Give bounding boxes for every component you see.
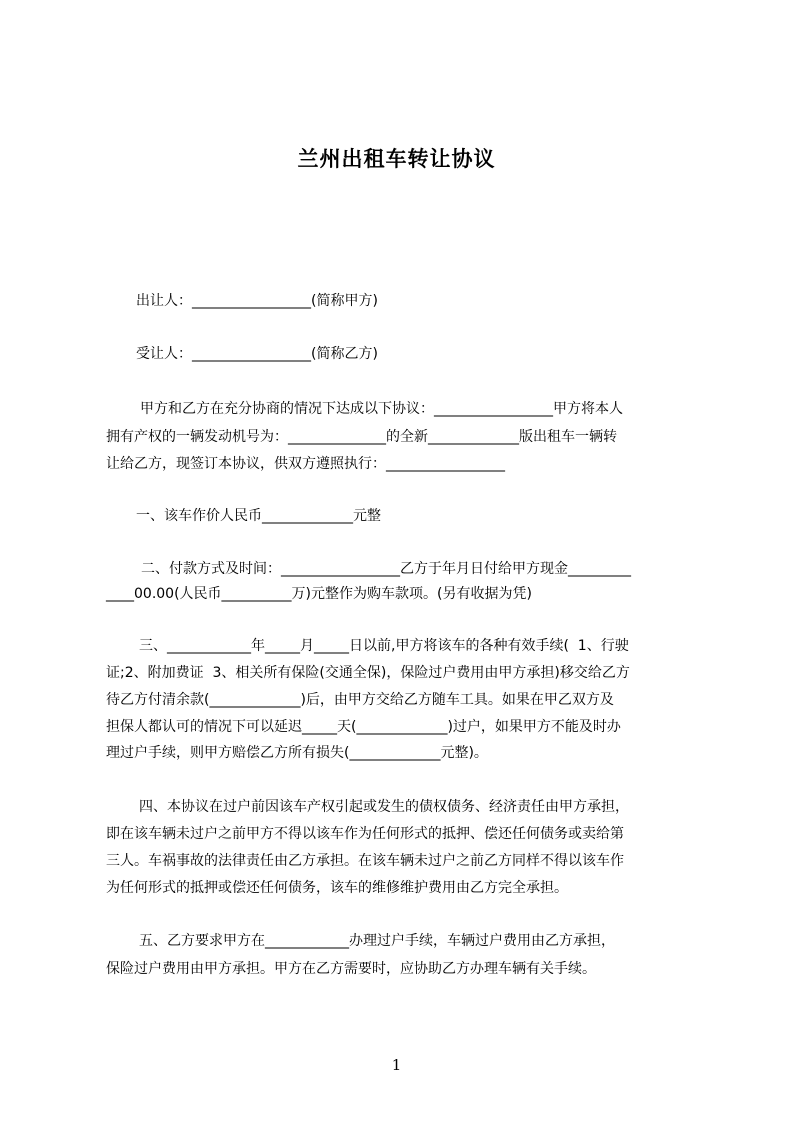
clause-4-line-4: 为任何形式的抵押或偿还任何债务，该车的维修维护费用由乙方完全承担。	[106, 880, 568, 896]
clause-3-line-5: 理过户手续，则甲方赔偿乙方所有损失(_____________元整)。	[106, 745, 488, 761]
clause-3-line-4: 担保人都认可的情况下可以延迟_____天(_____________)过户，如果甲方不能及时办	[106, 719, 621, 735]
clause-3-line-3: 待乙方付清余款(_____________)后，由甲方交给乙方随车工具。如果在甲乙双方及	[106, 692, 614, 708]
document-title: 兰州出租车转让协议	[297, 147, 496, 171]
clause-2-line-1: 二、付款方式及时间：_________________乙方于年月日付给甲方现金_________	[141, 561, 631, 577]
seller-line: 出让人：_________________(简称甲方)	[136, 293, 378, 309]
clause-4-line-1: 四、本协议在过户前因该车产权引起或发生的债权债务、经济责任由甲方承担，	[139, 799, 629, 815]
clause-3-line-1: 三、____________年_____月_____日以前,甲方将该车的各种有效手续( 1、行驶	[139, 638, 629, 654]
clause-4-line-2: 即在该车辆未过户之前甲方不得以该车作为任何形式的抵押、偿还任何债务或卖给第	[106, 826, 624, 842]
clause-1-line: 一、该车作价人民币_____________元整	[136, 508, 381, 524]
intro-line-2: 拥有产权的一辆发动机号为：______________的全新_____________版出租车一辆转	[106, 429, 617, 445]
intro-line-1: 甲方和乙方在充分协商的情况下达成以下协议：_________________甲方将本人	[140, 401, 623, 417]
clause-5-line-1: 五、乙方要求甲方在____________办理过户手续，车辆过户费用由乙方承担，	[139, 933, 615, 949]
intro-line-3: 让给乙方，现签订本协议，供双方遵照执行：_________________	[106, 456, 505, 472]
clause-4-line-3: 三人。车祸事故的法律责任由乙方承担。在该车辆未过户之前乙方同样不得以该车作	[106, 853, 624, 869]
buyer-line: 受让人：_________________(简称乙方)	[136, 346, 378, 362]
clause-5-line-2: 保险过户费用由甲方承担。甲方在乙方需要时，应协助乙方办理车辆有关手续。	[106, 961, 596, 977]
clause-2-line-2: ____00.00(人民币__________万)元整作为购车款项。(另有收据为凭)	[106, 586, 532, 602]
page-number: 1	[391, 1056, 402, 1074]
clause-3-line-2: 证;2、附加费证 3、相关所有保险(交通全保)，保险过户费用由甲方承担)移交给乙方	[106, 665, 630, 681]
